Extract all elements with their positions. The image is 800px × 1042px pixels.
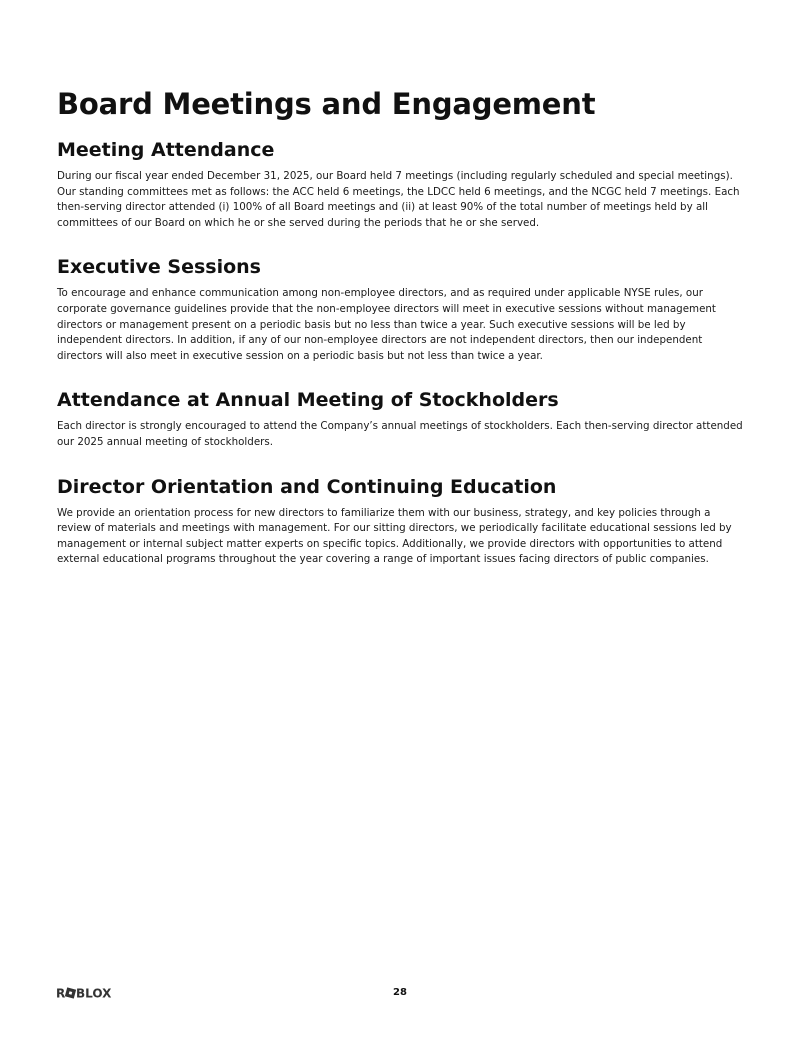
document-page — [57, 84, 747, 568]
section-title: Executive Sessions — [57, 256, 261, 279]
section-meeting-attendance — [57, 137, 747, 231]
svg-text:R: R — [56, 986, 66, 1000]
section-body: To encourage and enhance communication among non-employee directors, and as required under applicable NYSE rules, our corporate governance guidelines provide that the non-employee directors will meet in executive sessions without management directors or management present on a periodic basis but no less than twice a year. Such executive sessions will be led by independent directors. In addition, if any of our non-employee directors are not independent directors, then our independent directors will also meet in executive session on a periodic basis but not less than twice a year. — [57, 287, 716, 362]
roblox-logo — [56, 986, 118, 1000]
section-title: Director Orientation and Continuing Education — [57, 475, 557, 498]
section-annual-meeting-attendance — [57, 387, 747, 450]
section-director-orientation — [57, 474, 747, 568]
svg-text:BLOX: BLOX — [76, 986, 112, 1000]
section-body: During our fiscal year ended December 31, 2025, our Board held 7 meetings (including regularly scheduled and special meetings). Our standing committees met as follows: the ACC held 6 meetings, the LDCC held 6 meetings, and the NCGC held 7 meetings. Each then-serving director attended (i) 100% of all Board meetings and (ii) at least 90% of the total number of meetings held by all committees of our Board on which he or she served during the periods that he or she served. — [57, 170, 740, 229]
roblox-logo-icon — [56, 986, 118, 1000]
page-title: Board Meetings and Engagement — [57, 87, 596, 121]
section-body: We provide an orientation process for new directors to familiarize them with our business, strategy, and key policies through a review of materials and meetings with management. For our sitting directors, we periodically facilitate educational sessions led by management or internal subject matter experts on specific topics. Additionally, we provide directors with opportunities to attend external educational programs throughout the year covering a range of important issues facing directors of public companies. — [57, 506, 732, 566]
section-title: Meeting Attendance — [57, 139, 275, 161]
section-executive-sessions — [57, 254, 747, 364]
section-body: Each director is strongly encouraged to attend the Company’s annual meetings of stockholders. Each then-serving director attended our 2025 annual meeting of stockholders. — [57, 420, 743, 448]
section-title: Attendance at Annual Meeting of Stockholders — [57, 389, 559, 412]
page-number: 28 — [393, 987, 407, 998]
